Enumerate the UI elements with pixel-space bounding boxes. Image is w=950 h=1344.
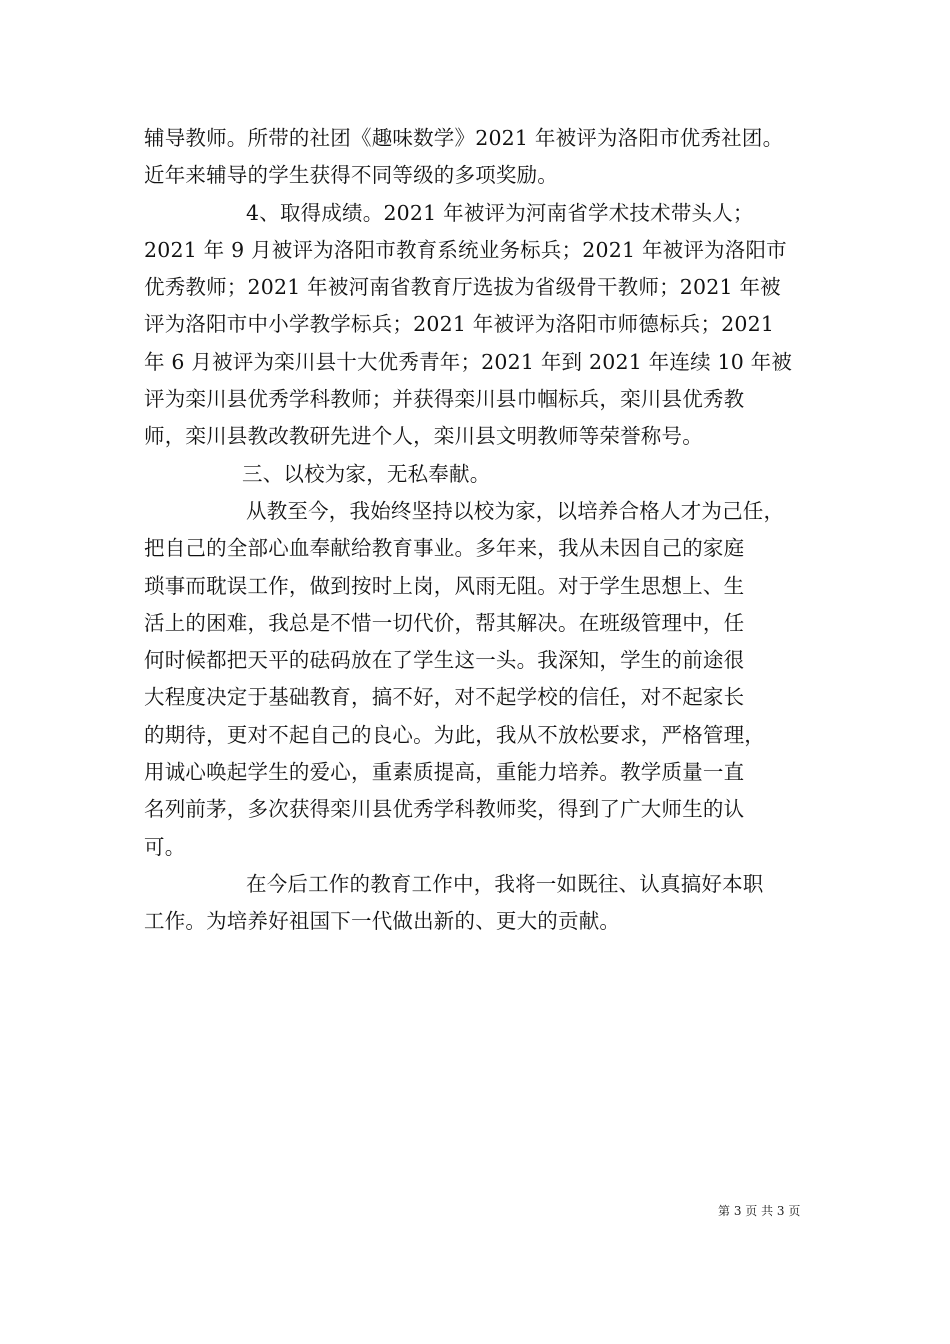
text-line: 近年来辅导的学生获得不同等级的多项奖励。 bbox=[144, 163, 558, 188]
text-line: 优秀教师；2021 年被河南省教育厅选拔为省级骨干教师；2021 年被 bbox=[144, 275, 781, 300]
text-line: 4、取得成绩。2021 年被评为河南省学术技术带头人； bbox=[246, 200, 754, 225]
text-line: 从教至今，我始终坚持以校为家，以培养合格人才为己任， bbox=[246, 498, 785, 523]
text-line: 师，栾川县教改教研先进个人，栾川县文明教师等荣誉称号。 bbox=[144, 424, 703, 449]
text-line: 把自己的全部心血奉献给教育事业。多年来，我从未因自己的家庭 bbox=[144, 536, 745, 561]
text-line: 活上的困难，我总是不惜一切代价，帮其解决。在班级管理中，任 bbox=[144, 610, 745, 635]
text-line: 在今后工作的教育工作中，我将一如既往、认真搞好本职 bbox=[246, 871, 764, 896]
text-line: 年 6 月被评为栾川县十大优秀青年；2021 年到 2021 年连续 10 年被 bbox=[144, 349, 793, 374]
text-line: 评为栾川县优秀学科教师；并获得栾川县巾帼标兵，栾川县优秀教 bbox=[144, 387, 745, 412]
page-number: 第 3 页 共 3 页 bbox=[718, 1204, 801, 1218]
text-line: 用诚心唤起学生的爱心，重素质提高，重能力培养。教学质量一直 bbox=[144, 760, 745, 785]
text-line: 何时候都把天平的砝码放在了学生这一头。我深知，学生的前途很 bbox=[144, 648, 745, 673]
text-line: 名列前茅，多次获得栾川县优秀学科教师奖，得到了广大师生的认 bbox=[144, 797, 745, 822]
text-line: 工作。为培养好祖国下一代做出新的、更大的贡献。 bbox=[144, 909, 621, 934]
document-body bbox=[144, 120, 826, 941]
text-line: 的期待，更对不起自己的良心。为此，我从不放松要求，严格管理， bbox=[144, 722, 765, 747]
text-line: 评为洛阳市中小学教学标兵；2021 年被评为洛阳市师德标兵；2021 bbox=[144, 312, 775, 337]
text-line: 辅导教师。所带的社团《趣味数学》2021 年被评为洛阳市优秀社团。 bbox=[144, 126, 784, 150]
section-heading: 三、以校为家，无私奉献。 bbox=[242, 461, 491, 486]
text-line: 琐事而耽误工作，做到按时上岗，风雨无阻。对于学生思想上、生 bbox=[144, 573, 745, 598]
text-line: 可。 bbox=[144, 834, 186, 859]
text-line: 2021 年 9 月被评为洛阳市教育系统业务标兵；2021 年被评为洛阳市 bbox=[144, 237, 787, 262]
text-line: 大程度决定于基础教育，搞不好，对不起学校的信任，对不起家长 bbox=[144, 685, 745, 710]
